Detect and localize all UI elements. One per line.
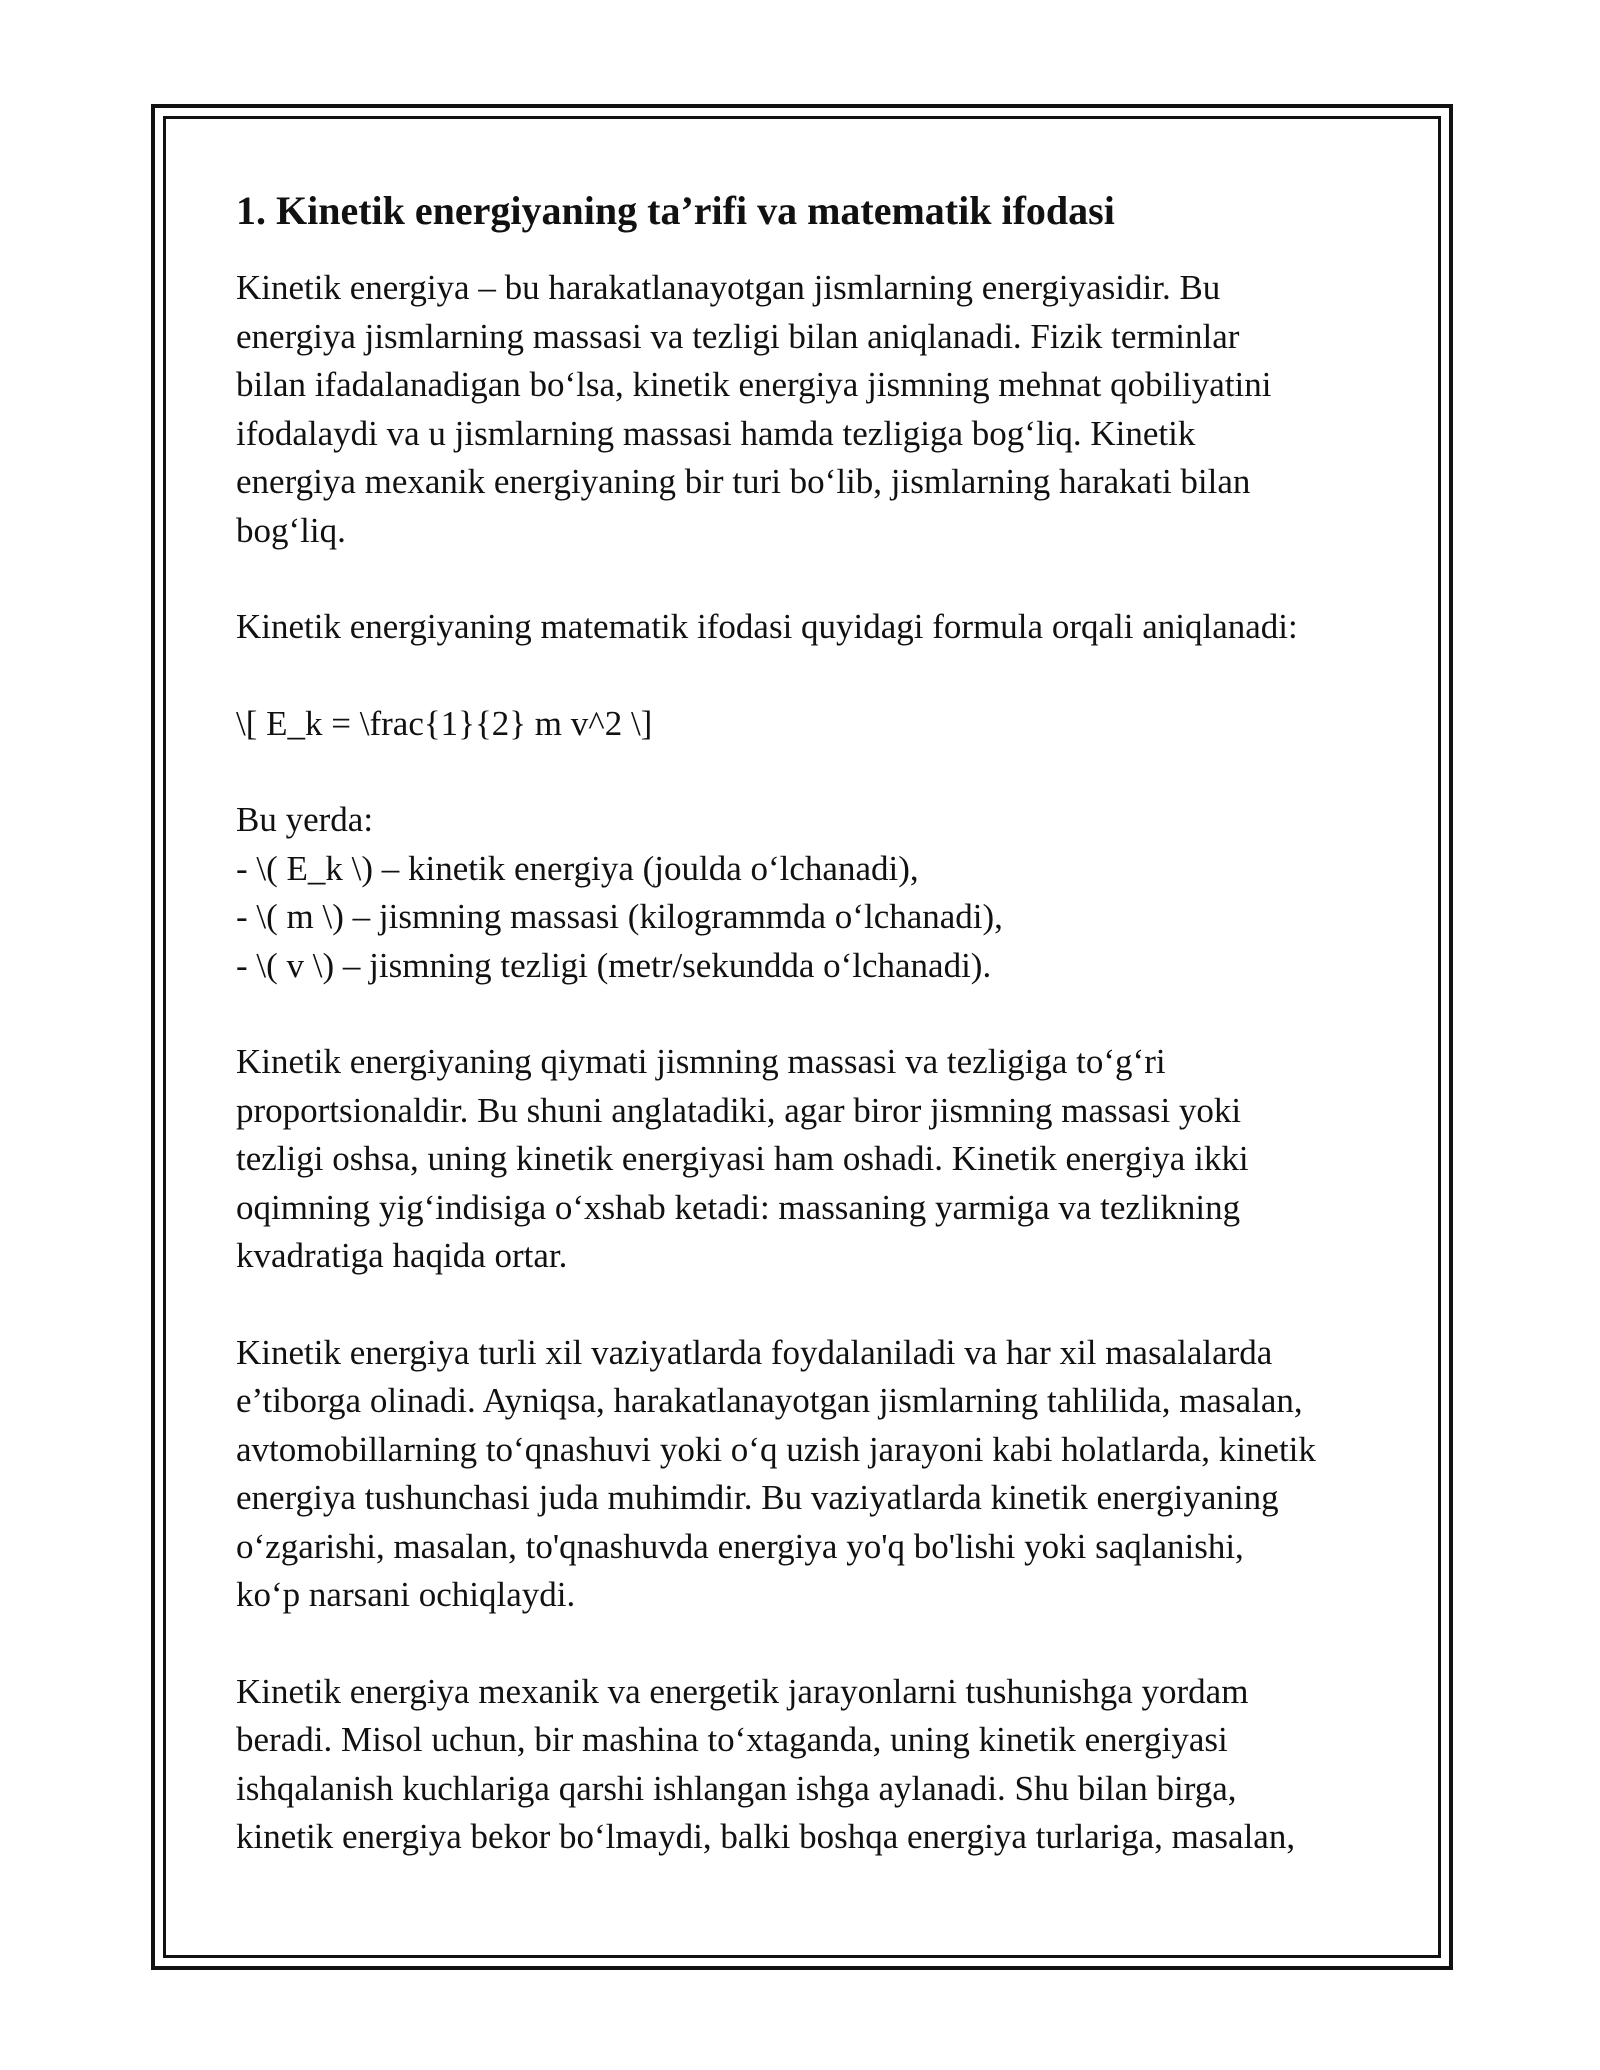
paragraph-mechanics — [236, 1668, 1386, 1862]
section-heading: 1. Kinetik energiyaning ta’rifi va matematik ifodasi — [236, 188, 1115, 233]
text-line: oqimning yig‘indisiga o‘xshab ketadi: massaning yarmiga va tezlikning — [236, 1187, 1241, 1227]
paragraph-applications — [236, 1329, 1386, 1620]
text-line: ifodalaydi va u jismlarning massasi hamda tezligiga bog‘liq. Kinetik — [236, 413, 1196, 453]
document-body — [236, 186, 1386, 1910]
text-line: proportsionaldir. Bu shuni anglatadiki, agar biror jismning massasi yoki — [236, 1090, 1242, 1130]
text-line: ishqalanish kuchlariga qarshi ishlangan ishga aylanadi. Shu bilan birga, — [236, 1768, 1237, 1808]
text-line: energiya tushunchasi juda muhimdir. Bu vaziyatlarda kinetik energiyaning — [236, 1478, 1279, 1517]
text-line: bog‘liq. — [236, 510, 346, 550]
text-line: avtomobillarning to‘qnashuvi yoki o‘q uzish jarayoni kabi holatlarda, kinetik — [236, 1429, 1316, 1469]
text-line: ko‘p narsani ochiqlaydi. — [236, 1575, 576, 1614]
text-line: kvadratiga haqida ortar. — [236, 1236, 568, 1275]
text-line: Kinetik energiyaning qiymati jismning massasi va tezligiga to‘g‘ri — [236, 1042, 1166, 1081]
text-line: Kinetik energiya – bu harakatlanayotgan jismlarning energiyasidir. Bu — [236, 268, 1221, 307]
paragraph-formula-intro — [236, 603, 1386, 652]
paragraph-proportionality — [236, 1038, 1386, 1281]
text-line: o‘zgarishi, masalan, to'qnashuvda energiya yo'q bo'lishi yoki saqlanishi, — [236, 1526, 1244, 1566]
text-line: Kinetik energiyaning matematik ifodasi quyidagi formula orqali aniqlanadi: — [236, 607, 1298, 646]
formula — [236, 700, 1386, 749]
list-item: - \( E_k \) – kinetik energiya (joulda o‘lchanadi), — [236, 848, 919, 888]
text-line: Bu yerda: — [236, 800, 374, 839]
list-item: - \( m \) – jismning massasi (kilogrammda o‘lchanadi), — [236, 897, 1003, 936]
text-line: kinetik energiya bekor bo‘lmaydi, balki boshqa energiya turlariga, masalan, — [236, 1817, 1296, 1856]
text-line: energiya jismlarning massasi va tezligi bilan aniqlanadi. Fizik terminlar — [236, 316, 1240, 356]
text-line: Kinetik energiya mexanik va energetik jarayonlarni tushunishga yordam — [236, 1671, 1249, 1711]
formula-line: \[ E_k = \frac{1}{2} m v^2 \] — [236, 703, 653, 743]
text-line: Kinetik energiya turli xil vaziyatlarda foydalaniladi va har xil masalalarda — [236, 1332, 1273, 1372]
text-line: tezligi oshsa, uning kinetik energiyasi ham oshadi. Kinetik energiya ikki — [236, 1139, 1249, 1178]
text-line: beradi. Misol uchun, bir mashina to‘xtaganda, uning kinetik energiyasi — [236, 1720, 1228, 1759]
text-line: energiya mexanik energiyaning bir turi bo‘lib, jismlarning harakati bilan — [236, 462, 1251, 501]
text-line: e’tiborga olinadi. Ayniqsa, harakatlanayotgan jismlarning tahlilida, masalan, — [236, 1381, 1303, 1420]
paragraph-definition — [236, 264, 1386, 555]
text-line: bilan ifadalanadigan bo‘lsa, kinetik energiya jismning mehnat qobiliyatini — [236, 365, 1272, 404]
list-item: - \( v \) – jismning tezligi (metr/sekundda o‘lchanadi). — [236, 945, 992, 985]
paragraph-variables — [236, 796, 1386, 990]
